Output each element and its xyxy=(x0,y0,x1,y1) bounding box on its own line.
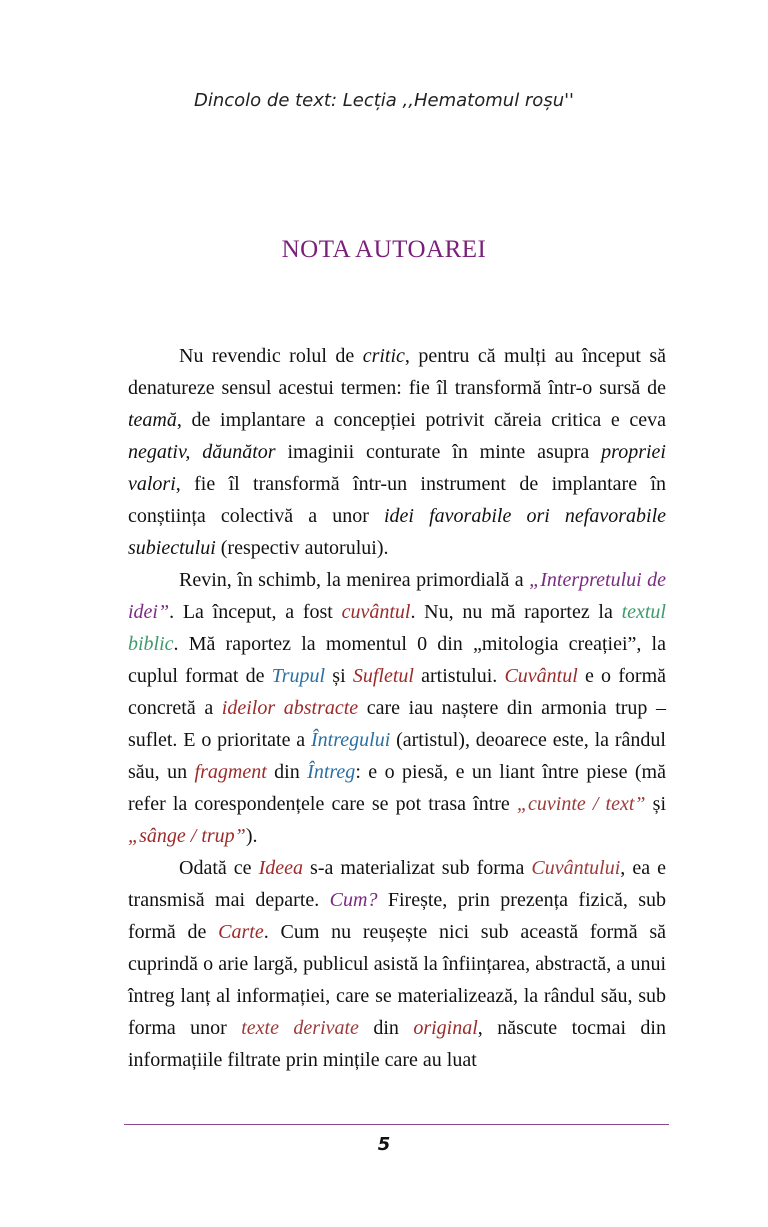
text-span: și xyxy=(325,665,353,687)
emphasis-idei: idei favorabile ori nefavorabile subiectului xyxy=(128,505,667,559)
emphasis-cuvantul: cuvântul xyxy=(341,601,411,623)
text-span: imaginii conturate în minte asupra xyxy=(275,441,602,463)
text-span: . Mă raportez la momentul 0 din „mitologia creației”, la cuplul format de xyxy=(128,633,666,687)
emphasis-fragment: fragment xyxy=(194,761,267,783)
text-span: Revin, în schimb, la menirea primordială a xyxy=(179,569,530,591)
text-span: (artistul), deoarece este, la rândul său, un xyxy=(128,729,666,783)
paragraph-3 xyxy=(128,852,666,1076)
emphasis-critic: critic xyxy=(362,345,405,367)
text-span: , născute tocmai din informațiile filtrate prin mințile care au luat xyxy=(128,1017,666,1071)
emphasis-cuvinte-text: „cuvinte / text” xyxy=(516,793,646,815)
text-span: , de implantare a concepției potrivit căreia critica e ceva xyxy=(176,409,666,431)
emphasis-intregului: Întregului xyxy=(311,729,391,751)
text-span: din xyxy=(266,761,308,783)
paragraph-2 xyxy=(128,564,666,852)
text-span: . Cum nu reușește nici sub această formă să cuprindă o arie largă, publicul asistă la înființarea, abstractă, a unui întreg lanț al informației, care se materializează, la rândul său, sub forma unor xyxy=(128,921,666,1039)
text-span: , pentru că mulți au început să denatureze sensul acestui termen: fie îl transformă într-o sursă de xyxy=(128,345,666,399)
body-text xyxy=(128,340,666,1076)
emphasis-ideilor: ideilor abstracte xyxy=(221,697,359,719)
emphasis-original: original xyxy=(413,1017,478,1039)
page-number: 5 xyxy=(377,1134,391,1155)
text-span: . La început, a fost xyxy=(169,601,342,623)
emphasis-trupul: Trupul xyxy=(271,665,326,687)
text-span: ). xyxy=(245,825,258,847)
text-span: (respectiv autorului). xyxy=(215,537,389,559)
emphasis-cuvantului: Cuvântului xyxy=(531,857,621,879)
text-span: Nu revendic rolul de xyxy=(179,345,363,367)
text-span: s-a materializat sub forma xyxy=(303,857,532,879)
text-span: din xyxy=(358,1017,414,1039)
text-span: , ea e transmisă mai departe. xyxy=(128,857,666,911)
text-span: și xyxy=(645,793,666,815)
text-span: artistului. xyxy=(413,665,505,687)
emphasis-cum: Cum? xyxy=(329,889,378,911)
footer-divider xyxy=(124,1124,669,1125)
emphasis-negativ: negativ, dăunător xyxy=(128,441,276,463)
emphasis-ideea: Ideea xyxy=(258,857,303,879)
emphasis-textul-biblic: textul biblic xyxy=(128,601,666,655)
text-span: Odată ce xyxy=(179,857,259,879)
emphasis-interpretului: „Interpretului de idei” xyxy=(128,569,666,623)
text-span: Firește, prin prezența fizică, sub formă de xyxy=(128,889,666,943)
paragraph-1 xyxy=(128,340,666,564)
text-span: care iau naștere din armonia trup – suflet. E o prioritate a xyxy=(128,697,667,751)
emphasis-intreg: Întreg xyxy=(307,761,356,783)
emphasis-teama: teamă xyxy=(128,409,177,431)
emphasis-carte: Carte xyxy=(218,921,264,943)
emphasis-valori: propriei valori xyxy=(128,441,666,495)
text-span: . Nu, nu mă raportez la xyxy=(410,601,622,623)
emphasis-cuvantul-2: Cuvântul xyxy=(504,665,578,687)
running-header: Dincolo de text: Lecția ,,Hematomul roșu'' xyxy=(193,90,575,111)
emphasis-texte-derivate: texte derivate xyxy=(241,1017,359,1039)
emphasis-sange-trup: „sânge / trup” xyxy=(128,825,246,847)
text-span: , fie îl transformă într-un instrument de implantare în conștiința colectivă a unor xyxy=(128,473,666,527)
text-span: : e o piesă, e un liant între piese (mă refer la corespondențele care se pot trasa între xyxy=(128,761,666,815)
page-title: NOTA AUTOAREI xyxy=(281,236,487,263)
text-span: e o formă concretă a xyxy=(128,665,666,719)
emphasis-sufletul: Sufletul xyxy=(352,665,414,687)
